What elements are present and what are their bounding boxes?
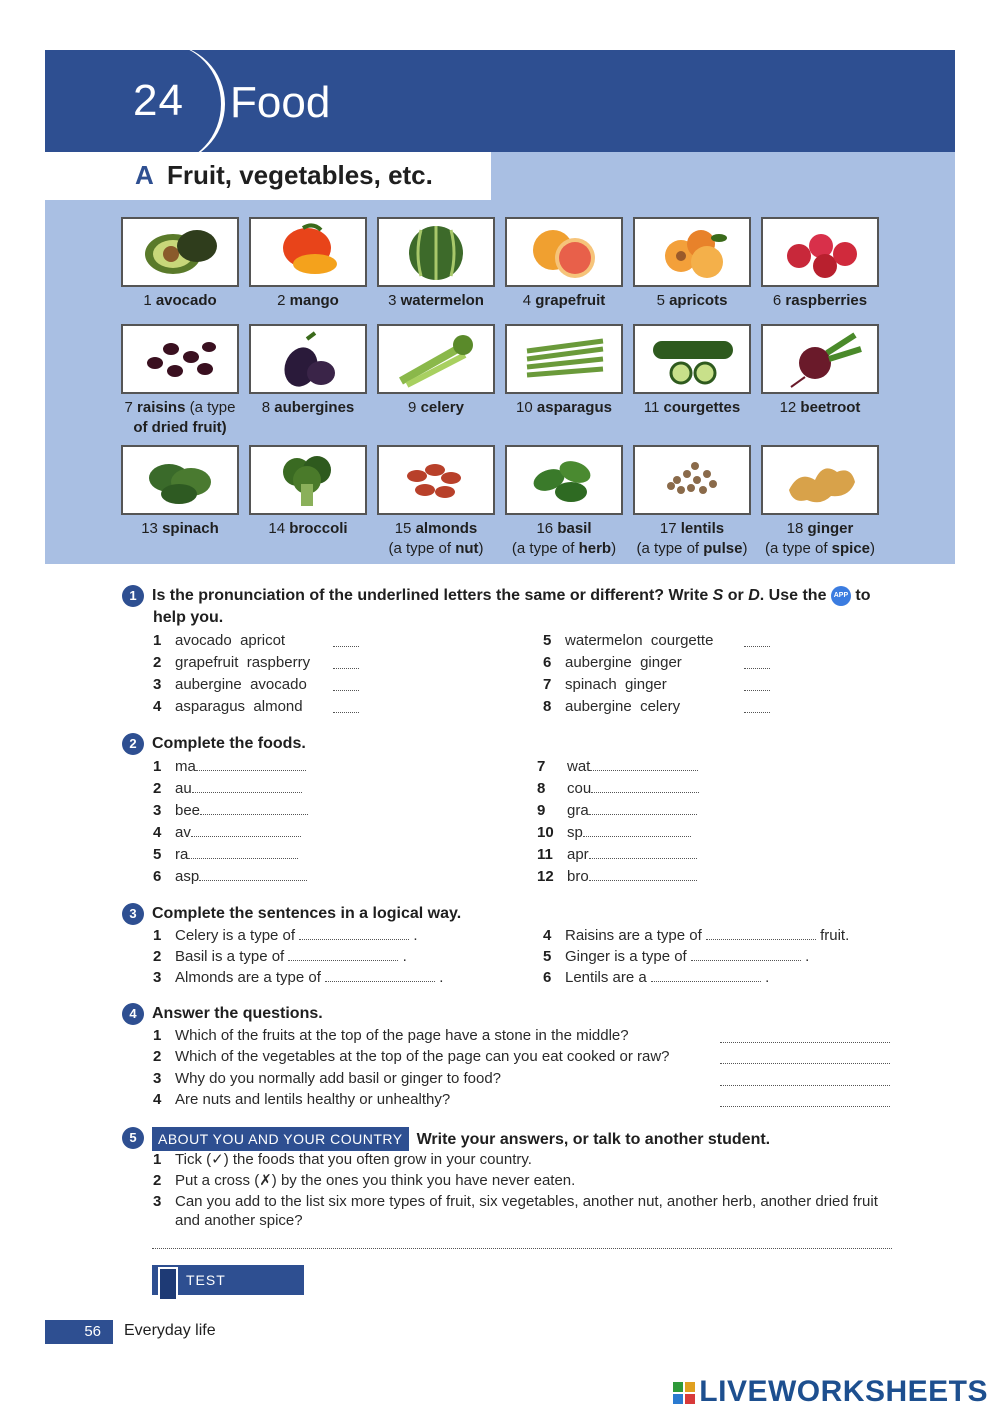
food-item: 11 courgettes — [633, 324, 751, 418]
apricots-picture — [633, 217, 751, 287]
answer-field[interactable] — [589, 845, 697, 859]
list-item: 3 Almonds are a type of . — [153, 969, 444, 986]
answer-field[interactable] — [583, 823, 691, 837]
basil-picture — [505, 445, 623, 515]
list-item: 8 cou — [537, 779, 699, 799]
answer-field[interactable] — [720, 1085, 890, 1086]
answer-field[interactable] — [589, 801, 697, 815]
answer-field[interactable] — [288, 947, 398, 961]
list-item: 4 av — [153, 823, 301, 843]
footer-section: Everyday life — [124, 1322, 216, 1339]
food-item: 13 spinach — [121, 445, 239, 539]
food-item: 14 broccoli — [249, 445, 367, 539]
list-item: 7 spinach ginger — [543, 676, 667, 693]
answer-field[interactable] — [192, 779, 302, 793]
book-icon — [158, 1267, 178, 1301]
ginger-picture — [761, 445, 879, 515]
food-item: 7 raisins (a type of dried fruit) — [121, 324, 239, 438]
list-item: 6 aubergine ginger — [543, 654, 682, 671]
list-item: 9 gra — [537, 801, 697, 821]
food-item: 2 mango — [249, 217, 367, 311]
list-item: 2 au — [153, 779, 302, 799]
almonds-picture — [377, 445, 495, 515]
raspberries-picture — [761, 217, 879, 287]
list-item: 3 Why do you normally add basil or ginger to food? — [153, 1070, 502, 1087]
list-item: 4 Raisins are a type of fruit. — [543, 927, 850, 944]
food-item: 4 grapefruit — [505, 217, 623, 311]
exercise-number-badge: 4 — [122, 1003, 144, 1025]
list-item: 2 Which of the vegetables at the top of the page can you eat cooked or raw? — [153, 1048, 670, 1065]
aubergines-picture — [249, 324, 367, 394]
food-item: 6 raspberries — [761, 217, 879, 311]
beetroot-picture — [761, 324, 879, 394]
list-item: 3 Can you add to the list six more types of fruit, six vegetables, another nut, another herb, another dried fruit — [153, 1193, 878, 1210]
celery-picture — [377, 324, 495, 394]
mango-picture — [249, 217, 367, 287]
asparagus-picture — [505, 324, 623, 394]
food-item: 15 almonds (a type of nut) — [377, 445, 495, 559]
broccoli-picture — [249, 445, 367, 515]
list-item: 11 apr — [537, 845, 697, 865]
list-item: 3 bee — [153, 801, 308, 821]
exercise-number-badge: 3 — [122, 903, 144, 925]
food-item: 18 ginger (a type of spice) — [761, 445, 879, 559]
cross-icon: ✗ — [259, 1172, 272, 1189]
answer-field[interactable] — [333, 646, 359, 647]
lentils-picture — [633, 445, 751, 515]
food-item: 17 lentils (a type of pulse) — [633, 445, 751, 559]
list-item: 6 Lentils are a . — [543, 969, 770, 986]
food-item: 8 aubergines — [249, 324, 367, 418]
food-item: 16 basil (a type of herb) — [505, 445, 623, 559]
spinach-picture — [121, 445, 239, 515]
answer-field[interactable] — [744, 690, 770, 691]
answer-field[interactable] — [333, 668, 359, 669]
about-you-tag: ABOUT YOU AND YOUR COUNTRY — [152, 1127, 409, 1151]
list-item: 2 Put a cross (✗) by the ones you think you have never eaten. — [153, 1172, 576, 1189]
answer-field[interactable] — [651, 968, 761, 982]
section-a-heading — [45, 152, 491, 200]
exercise-3-heading: 3 Complete the sentences in a logical way. — [122, 903, 461, 925]
answer-field[interactable] — [152, 1248, 892, 1249]
answer-field[interactable] — [720, 1063, 890, 1064]
list-item: 3 aubergine avocado — [153, 676, 307, 693]
unit-number: 24 — [133, 76, 184, 125]
food-item: 1 avocado — [121, 217, 239, 311]
exercise-number-badge: 5 — [122, 1127, 144, 1149]
section-title: Fruit, vegetables, etc. — [167, 160, 433, 190]
answer-field[interactable] — [720, 1106, 890, 1107]
list-item: 1 avocado apricot — [153, 632, 286, 649]
list-item: 1 ma — [153, 757, 306, 777]
list-item-continuation: and another spice? — [175, 1212, 303, 1229]
exercise-2-heading: 2 Complete the foods. — [122, 733, 306, 755]
exercise-1-heading: 1 Is the pronunciation of the underlined letters the same or different? Write S or D. Use the APP to — [122, 585, 870, 607]
grapefruit-picture — [505, 217, 623, 287]
answer-field[interactable] — [325, 968, 435, 982]
watermelon-picture — [377, 217, 495, 287]
list-item: 7 wat — [537, 757, 698, 777]
food-item: 3 watermelon — [377, 217, 495, 311]
answer-field[interactable] — [333, 712, 359, 713]
answer-field[interactable] — [333, 690, 359, 691]
unit-header — [45, 50, 955, 152]
answer-field[interactable] — [196, 757, 306, 771]
section-letter: A — [135, 160, 154, 190]
exercise-number-badge: 2 — [122, 733, 144, 755]
answer-field[interactable] — [590, 757, 698, 771]
courgettes-picture — [633, 324, 751, 394]
answer-field[interactable] — [191, 823, 301, 837]
answer-field[interactable] — [720, 1042, 890, 1043]
liveworksheets-icon — [673, 1382, 695, 1404]
list-item: 12 bro — [537, 867, 697, 887]
exercise-number-badge: 1 — [122, 585, 144, 607]
raisins-picture — [121, 324, 239, 394]
answer-field[interactable] — [744, 668, 770, 669]
list-item: 5 ra — [153, 845, 298, 865]
list-item: 5 Ginger is a type of . — [543, 948, 810, 965]
list-item: 8 aubergine celery — [543, 698, 681, 715]
answer-field[interactable] — [589, 867, 697, 881]
brand-logo: LIVEWORKSHEETS — [673, 1375, 988, 1409]
list-item: 5 watermelon courgette — [543, 632, 714, 649]
list-item: 4 asparagus almond — [153, 698, 303, 715]
test-yourself-button[interactable]: TEST YOURSELF — [152, 1265, 304, 1295]
avocado-picture — [121, 217, 239, 287]
page-number: 56 — [45, 1320, 113, 1344]
exercise-4-heading: 4 Answer the questions. — [122, 1003, 323, 1025]
answer-field[interactable] — [706, 926, 816, 940]
list-item: 6 asp — [153, 867, 307, 887]
list-item: 10 sp — [537, 823, 691, 843]
exercise-5-heading: 5 ABOUT YOU AND YOUR COUNTRY Write your answers, or talk to another student. — [122, 1127, 770, 1151]
answer-field[interactable] — [591, 779, 699, 793]
list-item: 4 Are nuts and lentils healthy or unhealthy? — [153, 1091, 451, 1108]
list-item: 1 Celery is a type of . — [153, 927, 418, 944]
food-item: 12 beetroot — [761, 324, 879, 418]
answer-field[interactable] — [199, 867, 307, 881]
answer-field[interactable] — [200, 801, 308, 815]
header-bracket — [165, 50, 225, 152]
food-item: 9 celery — [377, 324, 495, 418]
list-item: 2 grapefruit raspberry — [153, 654, 311, 671]
exercise-1-heading-line2: help you. — [153, 609, 224, 626]
answer-field[interactable] — [744, 712, 770, 713]
list-item: 2 Basil is a type of . — [153, 948, 407, 965]
answer-field[interactable] — [691, 947, 801, 961]
tick-icon: ✓ — [211, 1151, 224, 1168]
answer-field[interactable] — [299, 926, 409, 940]
list-item: 1 Which of the fruits at the top of the page have a stone in the middle? — [153, 1027, 629, 1044]
answer-field[interactable] — [744, 646, 770, 647]
list-item: 1 Tick (✓) the foods that you often grow in your country. — [153, 1151, 532, 1168]
food-item: 5 apricots — [633, 217, 751, 311]
answer-field[interactable] — [188, 845, 298, 859]
unit-title: Food — [230, 78, 331, 127]
food-item: 10 asparagus — [505, 324, 623, 418]
app-icon: APP — [831, 586, 851, 606]
